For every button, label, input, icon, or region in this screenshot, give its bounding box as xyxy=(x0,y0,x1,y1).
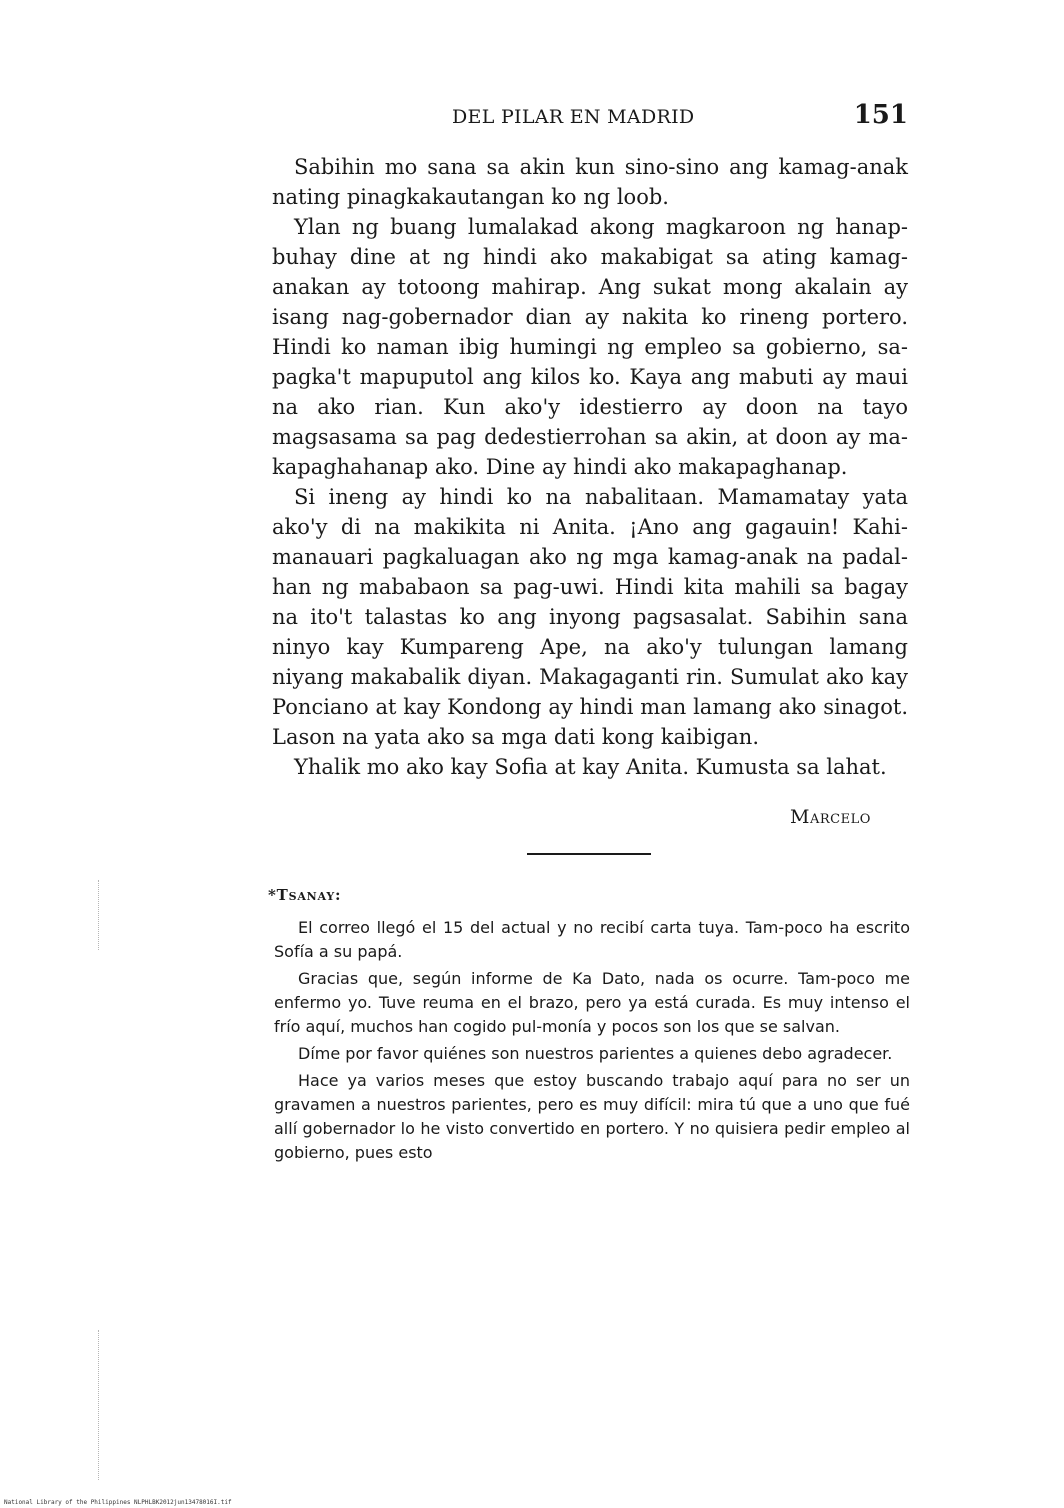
running-header xyxy=(272,100,908,140)
footnote-paragraph-3: Díme por favor quiénes son nuestros parientes a quienes debo agradecer. xyxy=(298,1044,893,1063)
body-paragraph-1: Sabihin mo sana sa akin kun sino-sino ang kamag-anak nating pinagkakautangan ko ng loob. xyxy=(272,155,908,209)
footnote-paragraph-2: Gracias que, según informe de Ka Dato, nada os ocurre. Tam-poco me enfermo yo. Tuve reuma en el brazo, pero ya está curada. Es muy intenso el frío aquí, muchos han cogido pul-monía y pocos son los que se salvan. xyxy=(274,969,910,1036)
margin-scan-mark xyxy=(98,880,101,950)
footnote-translation xyxy=(274,916,910,1168)
footnote-paragraph-4: Hace ya varios meses que estoy buscando trabajo aquí para no ser un gravamen a nuestros parientes, pero es muy difícil: mira tú que a uno que fué allí gobernador lo he visto convertido en portero. Y no quisiera pedir empleo al gobierno, pues esto xyxy=(274,1071,910,1162)
section-divider xyxy=(527,853,651,855)
letter-body xyxy=(272,152,908,782)
body-paragraph-4: Yhalik mo ako kay Sofia at kay Anita. Kumusta sa lahat. xyxy=(294,755,887,779)
letter-signature: Marcelo xyxy=(790,806,871,828)
page-number: 151 xyxy=(853,100,908,130)
body-paragraph-2: Ylan ng buang lumalakad akong magkaroon ng hanap-buhay dine at ng hindi ako makabigat sa ating kamag-anakan ay totoong mahirap. Ang sukat mong akalain ay isang nag-gobernador dian ay nakita ko rineng portero. Hindi ko naman ibig humingi ng empleo sa gobierno, sa-pagka't mapuputol ang kilos ko. Kaya ang mabuti ay maui na ako rian. Kun ako'y idestierro ay doon na tayo magsasama sa pag dedestierrohan sa akin, at doon ay ma-kapaghahanap ako. Dine ay hindi ako makapaghanap. xyxy=(272,215,908,479)
margin-scan-mark-lower xyxy=(98,1330,101,1480)
body-paragraph-3: Si ineng ay hindi ko na nabalitaan. Mamamatay yata ako'y di na makikita ni Anita. ¡Ano ang gagauin! Kahi-manauari pagkaluagan ako ng mga kamag-anak na padal-han ng mababaon sa pag-uwi. Hindi kita mahili sa bagay na ito't talastas ko ang inyong pagsasalat. Sabihin sana ninyo kay Kumpareng Ape, na ako'y tulungan lamang niyang makabalik diyan. Makagaganti rin. Sumulat ako kay Ponciano at kay Kondong ay hindi man lamang ako sinagot. Lason na yata ako sa mga dati kong kaibigan. xyxy=(272,485,908,749)
footnote-paragraph-1: El correo llegó el 15 del actual y no recibí carta tuya. Tam-poco ha escrito Sofía a su papá. xyxy=(274,918,910,961)
running-title: DEL PILAR EN MADRID xyxy=(452,106,695,128)
footnote-label: *Tsanay: xyxy=(268,886,342,904)
library-scan-stamp: National Library of the Philippines NLPHLBK2012jun13478016I.tif xyxy=(4,1499,232,1506)
